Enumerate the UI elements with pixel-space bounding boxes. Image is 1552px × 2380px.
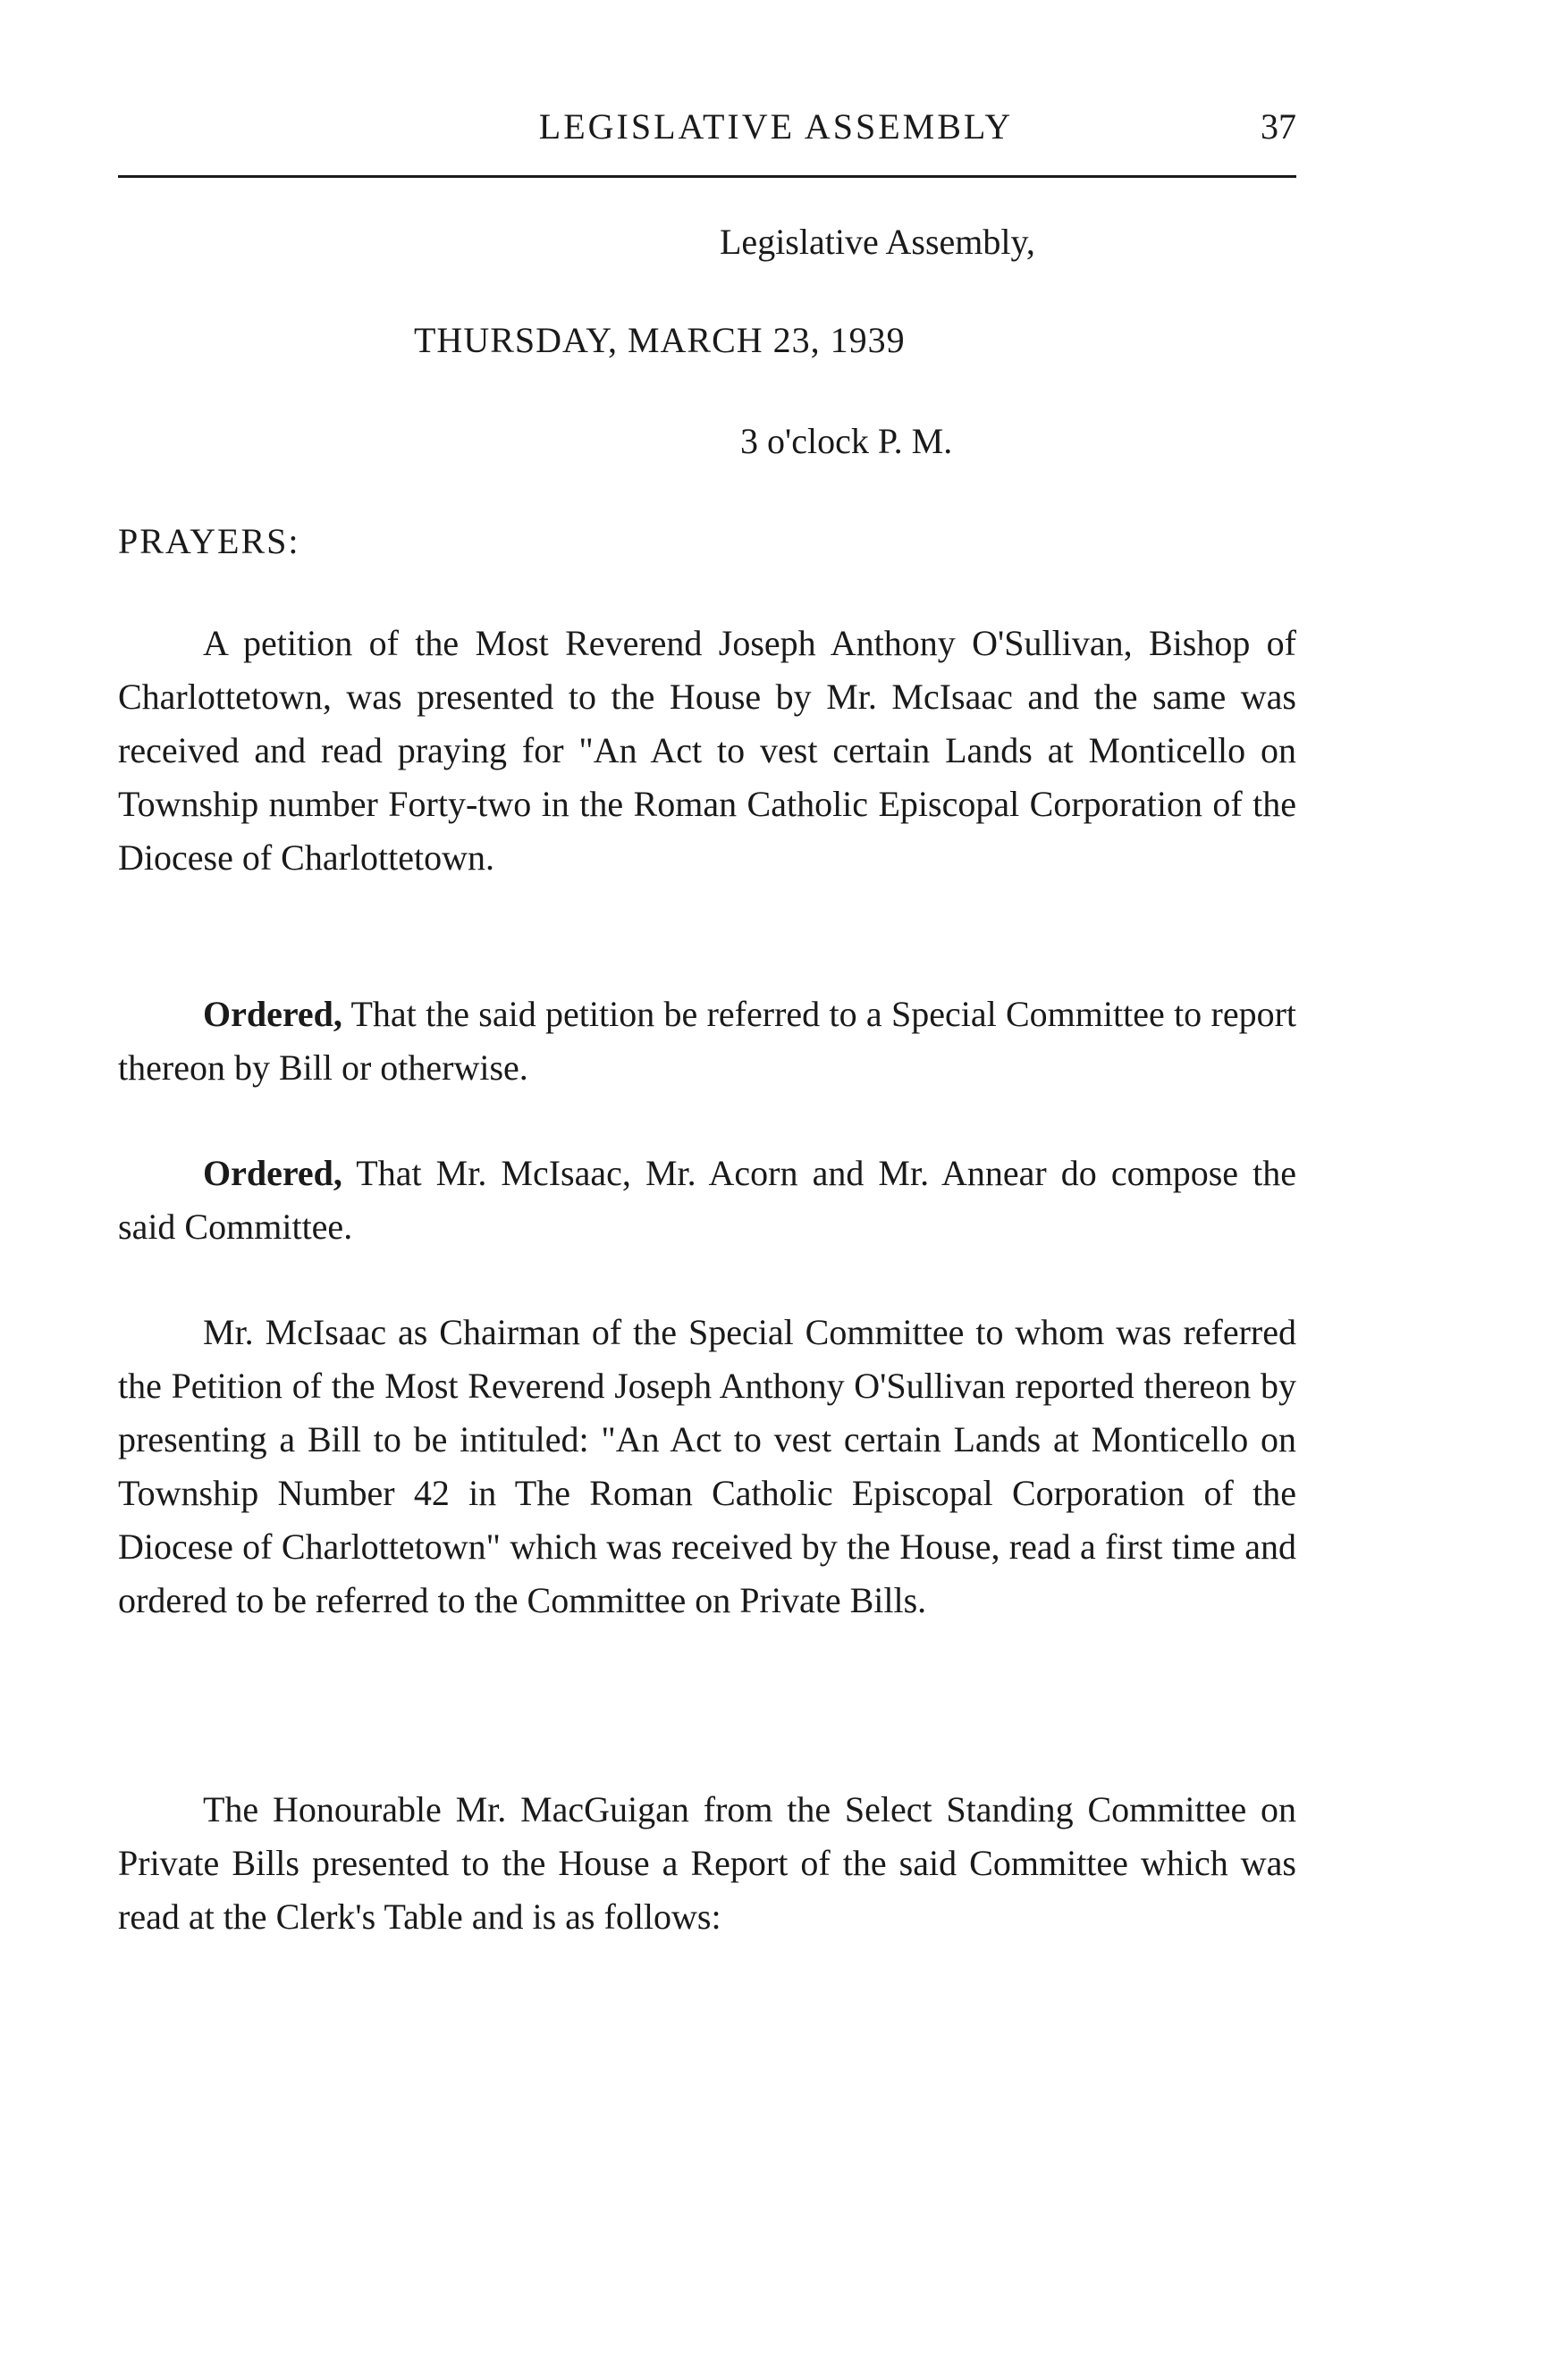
page-number: 37 [1261,106,1296,147]
session-venue: Legislative Assembly, [720,222,1035,262]
session-date: THURSDAY, MARCH 23, 1939 [414,320,906,360]
paragraph-petition: A petition of the Most Reverend Joseph Anthony O'Sullivan, Bishop of Charlottetown, was presented to the House by Mr. McIsaac and the same was received and read praying for "An Act to vest certain Lands at Monticello on Township number Forty-two in the Roman Catholic Episcopal Corporation of the Diocese of Charlottetown. [118,623,1296,878]
paragraph-order-committee [118,1147,1296,1254]
paragraph-order-referral [118,988,1296,1095]
header-rule [118,175,1296,178]
paragraph-private-bills-report: The Honourable Mr. MacGuigan from the Select Standing Committee on Private Bills presented to the House a Report of the said Committee which was read at the Clerk's Table and is as follows: [118,1789,1296,1937]
ordered-body: That the said petition be referred to a Special Committee to report thereon by Bill or otherwise. [118,994,1296,1088]
ordered-lead: Ordered, [203,1153,342,1193]
ordered-lead: Ordered, [203,994,342,1034]
ordered-body: That Mr. McIsaac, Mr. Acorn and Mr. Annear do compose the said Committee. [118,1153,1296,1247]
paragraph-committee-report: Mr. McIsaac as Chairman of the Special Committee to whom was referred the Petition of the Most Reverend Joseph Anthony O'Sullivan reported thereon by presenting a Bill to be intituled: "An Act to vest certain Lands at Monticello on Township Number 42 in The Roman Catholic Episcopal Corporation of the Diocese of Charlottetown" which was received by the House, read a first time and ordered to be referred to the Committee on Private Bills. [118,1312,1296,1620]
running-header-title: LEGISLATIVE ASSEMBLY [538,106,1014,147]
prayers-label: PRAYERS: [118,521,300,561]
session-time: 3 o'clock P. M. [740,421,953,461]
